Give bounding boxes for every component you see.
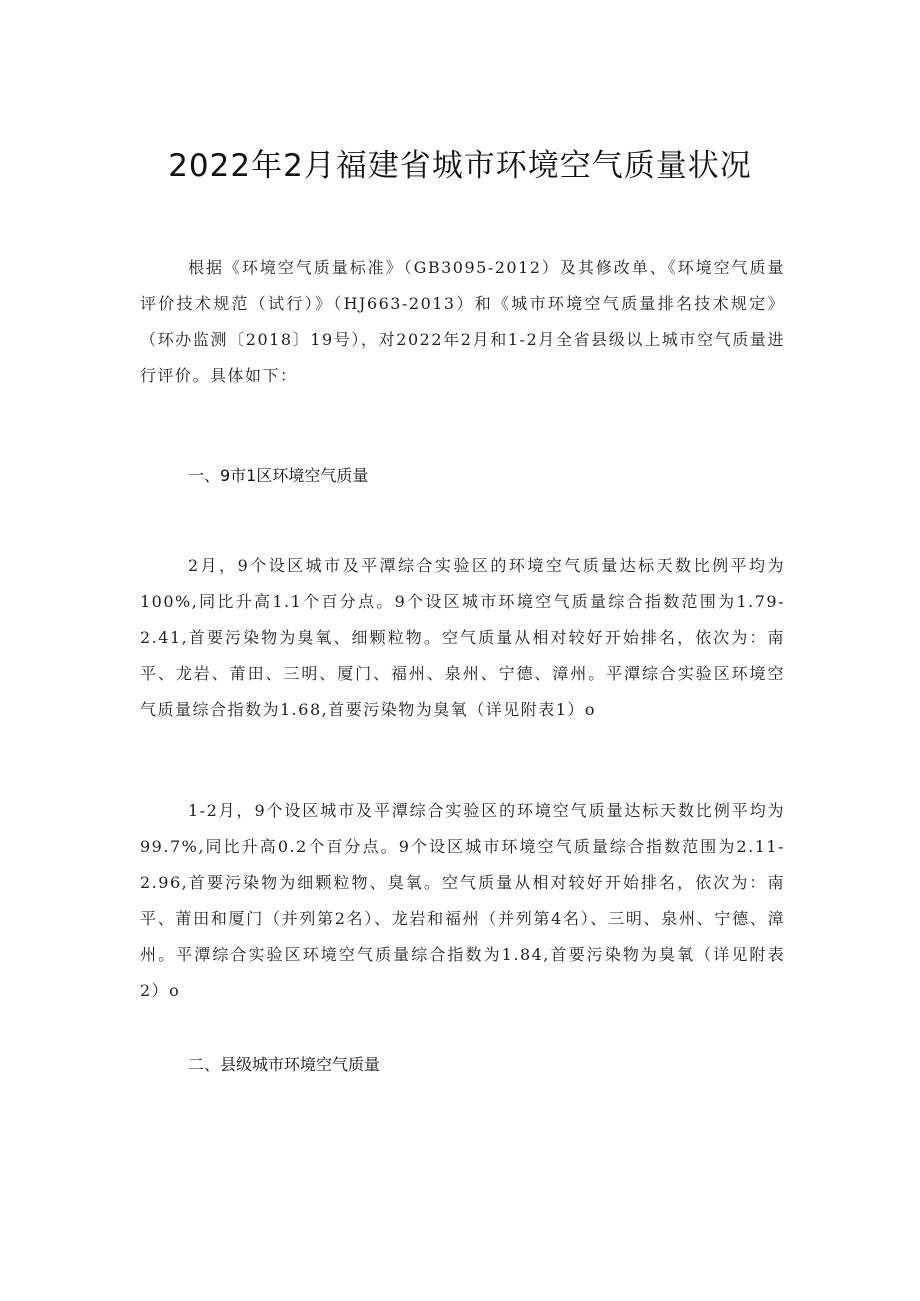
section-heading-counties: 二、县级城市环境空气质量 <box>188 1055 381 1074</box>
february-paragraph: 2月，9个设区城市及平潭综合实验区的环境空气质量达标天数比例平均为100%,同比升高1.1个百分点。9个设区城市环境空气质量综合指数范围为1.79-2.41,首要污染物为臭氧、细颗粒物。空气质量从相对较好开始排名，依次为：南平、龙岩、莆田、三明、厦门、福州、泉州、宁德、漳州。平潭综合实验区环境空气质量综合指数为1.68,首要污染物为臭氧（详见附表1）o <box>140 556 785 719</box>
section-heading-cities: 一、9市1区环境空气质量 <box>188 466 369 485</box>
intro-paragraph: 根据《环境空气质量标准》（GB3095-2012）及其修改单、《环境空气质量评价技术规范（试行）》（HJ663-2013）和《城市环境空气质量排名技术规定》（环办监测〔2018〕19号），对2022年2月和1-2月全省县级以上城市空气质量进行评价。具体如下： <box>140 258 785 385</box>
page-title: 2022年2月福建省城市环境空气质量状况 <box>168 148 752 184</box>
jan-feb-paragraph: 1-2月，9个设区城市及平潭综合实验区的环境空气质量达标天数比例平均为99.7%,同比升高0.2个百分点。9个设区城市环境空气质量综合指数范围为2.11-2.96,首要污染物为细颗粒物、臭氧。空气质量从相对较好开始排名，依次为：南平、莆田和厦门（并列第2名）、龙岩和福州（并列第4名）、三明、泉州、宁德、漳州。平潭综合实验区环境空气质量综合指数为1.84,首要污染物为臭氧（详见附表2）o <box>140 801 785 1000</box>
